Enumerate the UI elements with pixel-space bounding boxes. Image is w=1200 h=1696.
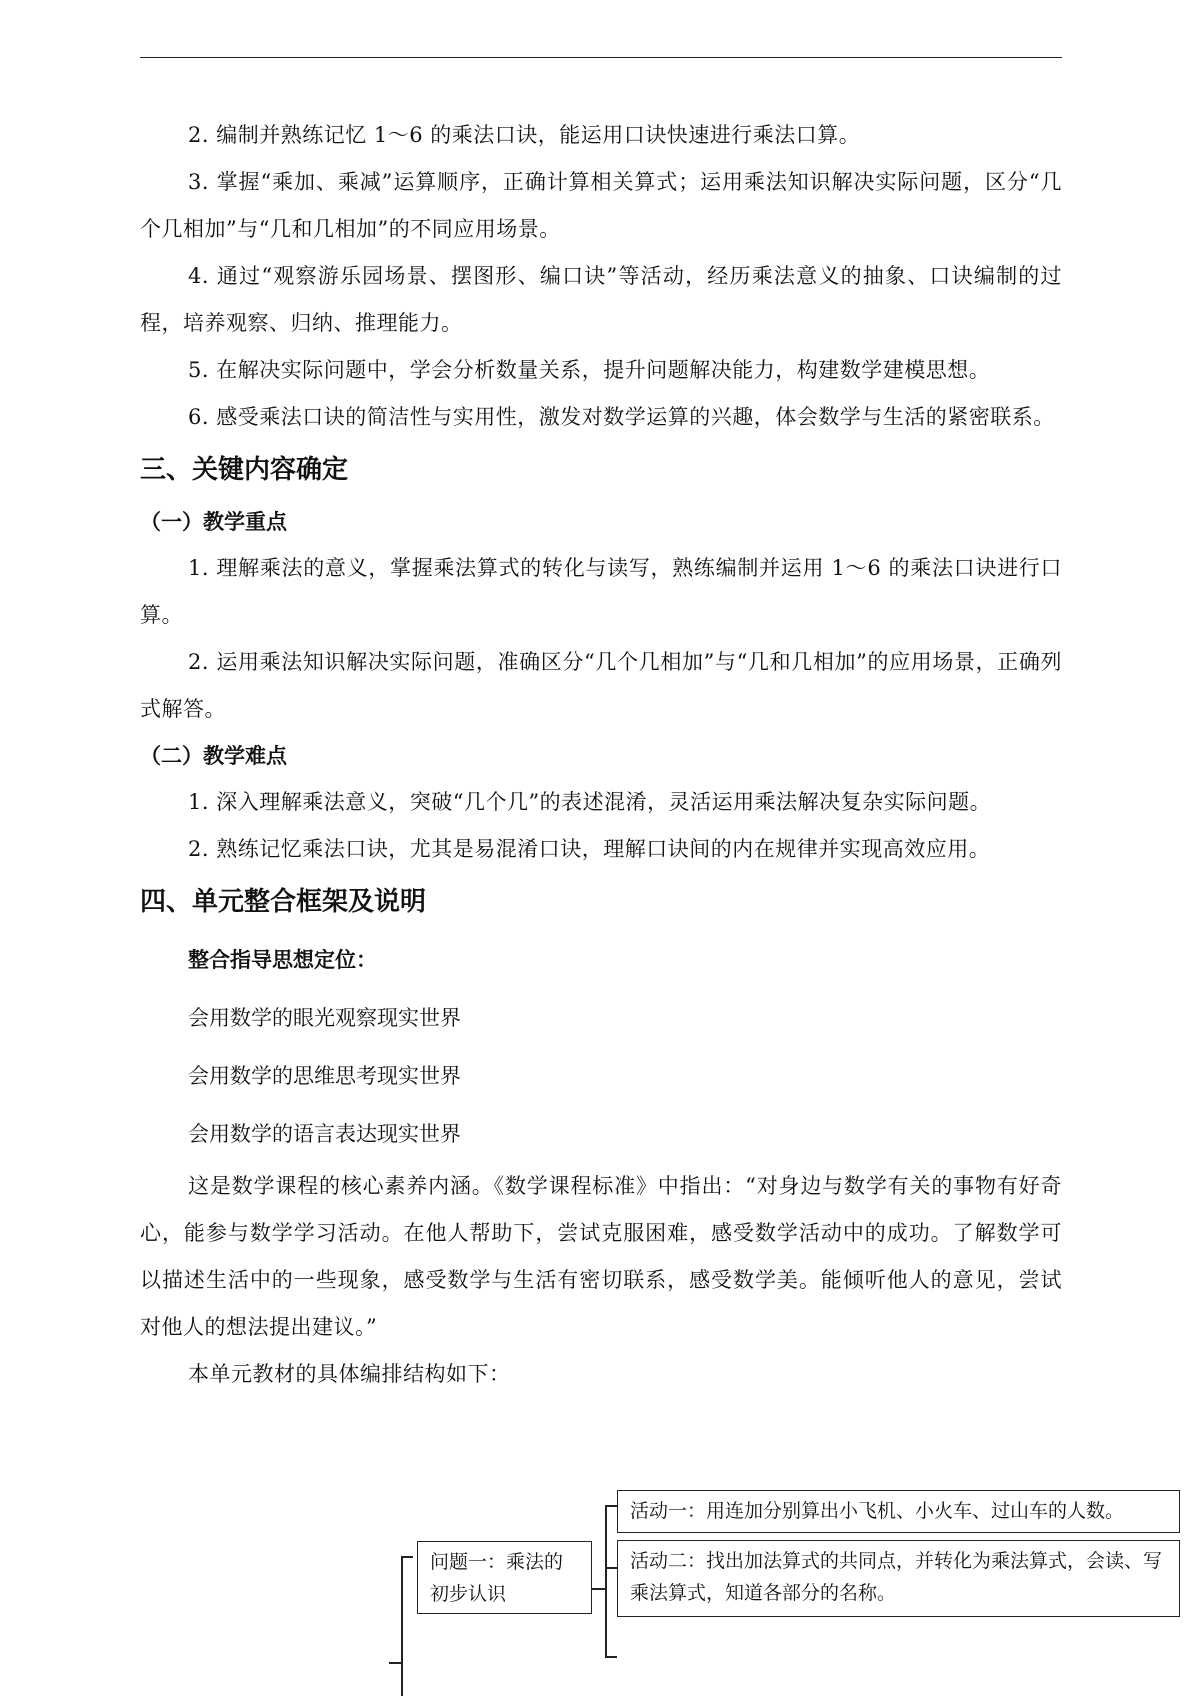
difficulties-heading: （二）教学难点 — [140, 744, 287, 768]
section-4-title: 四、单元整合框架及说明 — [140, 887, 427, 917]
activity-2-box — [617, 1540, 1180, 1617]
motto-think: 会用数学的思维思考现实世界 — [188, 1064, 461, 1088]
motto-express: 会用数学的语言表达现实世界 — [188, 1122, 461, 1146]
objective-3: 3. 掌握“乘加、乘减”运算顺序，正确计算相关算式；运用乘法知识解决实际问题，区分“几个几相加”与“几和几相加”的不同应用场景。 — [140, 170, 1062, 241]
objective-6: 6. 感受乘法口诀的简洁性与实用性，激发对数学运算的兴趣，体会数学与生活的紧密联系。 — [188, 405, 1055, 429]
header-rule — [140, 57, 1062, 58]
activity-1-tick — [605, 1505, 617, 1507]
activity-bracket-line — [605, 1505, 607, 1658]
objective-2: 2. 编制并熟练记忆 1～6 的乘法口诀，能运用口诀快速进行乘法口算。 — [188, 123, 861, 147]
main-branch-tick-top — [401, 1556, 413, 1558]
activity-2-label: 活动二：找出加法算式的共同点，并转化为乘法算式，会读、写乘法算式，知道各部分的名称。 — [630, 1550, 1163, 1604]
standard-quote-paragraph: 这是数学课程的核心素养内涵。《数学课程标准》中指出：“对身边与数学有关的事物有好奇心，能参与数学学习活动。在他人帮助下，尝试克服困难，感受数学活动中的成功。了解数学可以描述生活中的一些现象，感受数学与生活有密切联系，感受数学美。能倾听他人的意见，尝试对他人的想法提出建议。” — [140, 1174, 1062, 1339]
structure-intro: 本单元教材的具体编排结构如下： — [188, 1362, 511, 1386]
guide-heading: 整合指导思想定位： — [188, 948, 377, 972]
motto-observe: 会用数学的眼光观察现实世界 — [188, 1006, 461, 1030]
activity-2-tick — [605, 1567, 617, 1569]
problem-1-label: 问题一：乘法的初步认识 — [430, 1551, 564, 1605]
activity-3-tick — [605, 1656, 617, 1658]
difficulty-2: 2. 熟练记忆乘法口诀，尤其是易混淆口诀，理解口诀间的内在规律并实现高效应用。 — [188, 837, 991, 861]
key-points-heading: （一）教学重点 — [140, 510, 287, 534]
activity-1-label: 活动一：用连加分别算出小飞机、小火车、过山车的人数。 — [630, 1500, 1125, 1522]
activity-1-box — [617, 1490, 1180, 1533]
problem-1-connector — [592, 1588, 606, 1590]
key-point-1: 1. 理解乘法的意义，掌握乘法算式的转化与读写，熟练编制并运用 1～6 的乘法口诀进行口算。 — [140, 556, 1062, 627]
objective-5: 5. 在解决实际问题中，学会分析数量关系，提升问题解决能力，构建数学建模思想。 — [188, 358, 991, 382]
main-branch-line — [401, 1556, 403, 1696]
objective-4: 4. 通过“观察游乐园场景、摆图形、编口诀”等活动，经历乘法意义的抽象、口诀编制的过程，培养观察、归纳、推理能力。 — [140, 264, 1062, 335]
problem-1-box — [417, 1541, 592, 1614]
document-body — [140, 112, 1062, 1398]
section-3-title: 三、关键内容确定 — [140, 455, 349, 485]
key-point-2: 2. 运用乘法知识解决实际问题，准确区分“几个几相加”与“几和几相加”的应用场景，正确列式解答。 — [140, 650, 1062, 721]
difficulty-1: 1. 深入理解乘法意义，突破“几个几”的表述混淆，灵活运用乘法解决复杂实际问题。 — [188, 790, 992, 814]
main-branch-tick-mid — [389, 1662, 403, 1664]
